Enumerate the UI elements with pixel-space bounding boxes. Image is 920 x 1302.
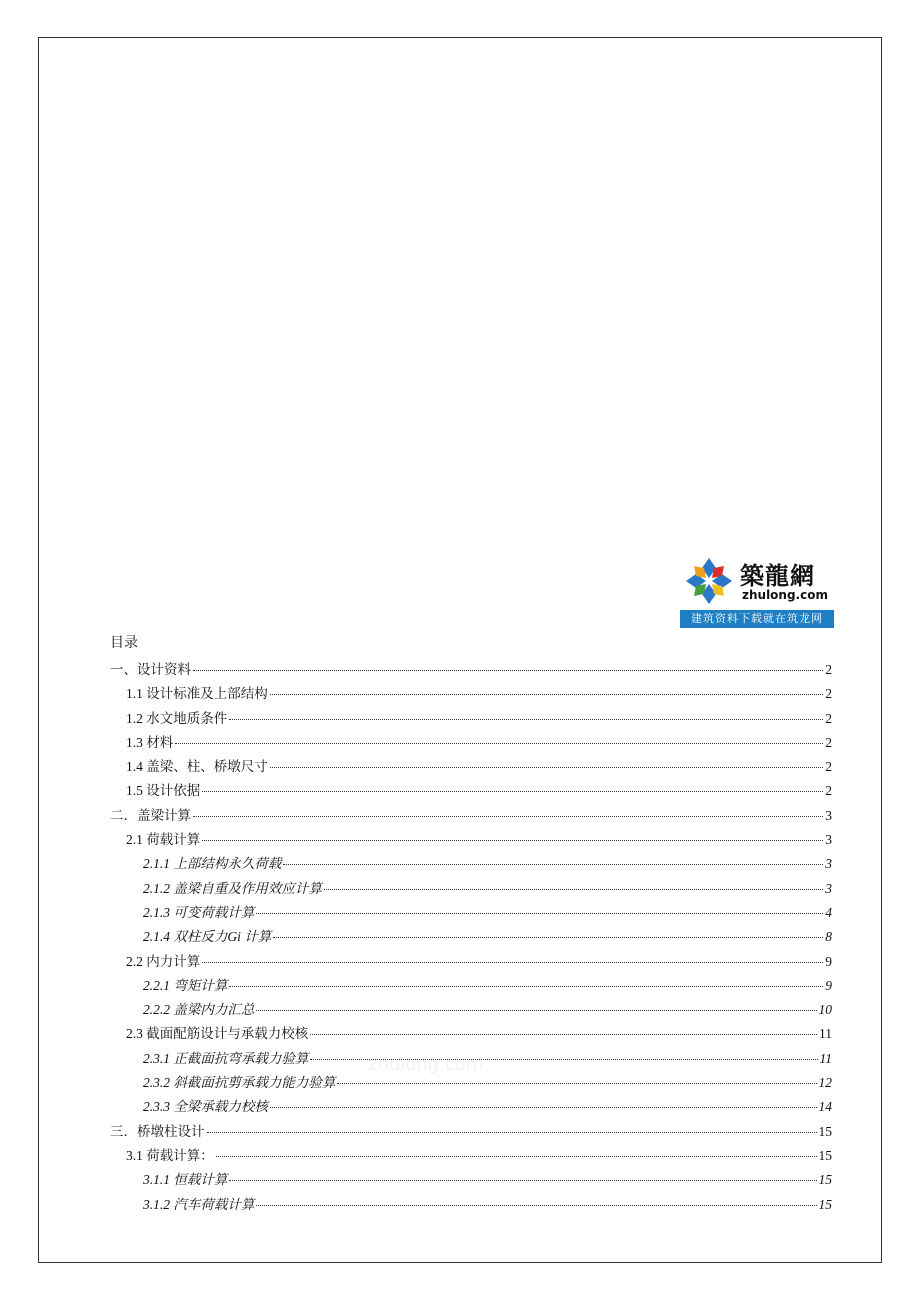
toc-entry-title: 3.1 荷载计算： [126,1147,214,1163]
toc-entry-page: 3 [825,832,832,848]
toc-leader-dots [273,937,823,938]
toc-leader-dots [193,670,823,671]
toc-entry[interactable] [110,658,832,682]
toc-entry-page: 15 [818,1123,832,1139]
logo-top [680,552,834,608]
toc-leader-dots [256,1205,816,1206]
toc-entry-page: 10 [818,1002,832,1018]
toc-leader-dots [310,1059,817,1060]
toc-entry[interactable] [110,950,832,974]
toc-entry[interactable] [110,852,832,876]
toc-entry-page: 11 [819,1026,832,1042]
toc-entry-title: 2.1.1 上部结构永久荷载 [143,856,282,872]
toc-leader-dots [193,816,823,817]
toc-entry-title: 1.1 设计标准及上部结构 [126,686,268,702]
toc-entry[interactable] [110,682,832,706]
toc-entry-page: 14 [818,1099,832,1115]
pinwheel-logo-icon [682,554,736,608]
toc-entry-page: 12 [818,1075,832,1091]
toc-entry-page: 15 [818,1172,832,1188]
toc-leader-dots [310,1034,817,1035]
toc-leader-dots [283,864,823,865]
toc-entry-title: 2.2.1 弯矩计算 [143,977,228,993]
toc-leader-dots [229,1180,816,1181]
toc-leader-dots [270,1107,817,1108]
toc-leader-dots [207,1132,817,1133]
toc-entry-title: 1.5 设计依据 [126,783,201,799]
toc-entry[interactable] [110,974,832,998]
logo-tagline: 建筑资料下载就在筑龙网 [680,610,834,628]
toc-leader-dots [202,791,823,792]
toc-leader-dots [270,767,824,768]
toc-entry-title: 1.4 盖梁、柱、桥墩尺寸 [126,759,268,775]
toc-entry-page: 2 [825,783,832,799]
toc-entry-title: 一、设计资料 [110,662,191,677]
toc-entry[interactable] [110,828,832,852]
toc-entry[interactable] [110,998,832,1022]
toc-entry-title: 2.1 荷载计算 [126,832,201,848]
toc-entry[interactable] [110,925,832,949]
toc-entry-title: 2.1.2 盖梁自重及作用效应计算 [143,880,322,896]
toc-entry-page: 2 [825,759,832,775]
toc-entry-title: 3.1.1 恒载计算 [143,1172,228,1188]
toc-entry[interactable] [110,731,832,755]
toc-entry-title: 2.3.1 正截面抗弯承载力验算 [143,1050,309,1066]
toc-entry[interactable] [110,1168,832,1192]
toc-entry-page: 2 [825,662,832,677]
toc-entry[interactable] [110,1095,832,1119]
toc-leader-dots [202,962,823,963]
toc-leader-dots [337,1083,816,1084]
toc-entry[interactable] [110,1047,832,1071]
toc-entry-page: 2 [825,710,832,726]
toc-entry[interactable] [110,1144,832,1168]
toc-title: 目录 [110,636,138,651]
table-of-contents [110,658,832,1217]
toc-entry-title: 2.1.3 可变荷载计算 [143,904,255,920]
toc-entry[interactable] [110,707,832,731]
toc-entry-page: 3 [825,856,832,872]
toc-entry-title: 2.3.3 全梁承载力校核 [143,1099,268,1115]
logo-chinese-name: 築龍網 [740,562,815,590]
toc-leader-dots [229,719,823,720]
toc-entry[interactable] [110,1120,832,1144]
toc-leader-dots [256,913,823,914]
toc-leader-dots [270,694,824,695]
toc-entry[interactable] [110,804,832,828]
toc-entry[interactable] [110,877,832,901]
toc-leader-dots [256,1010,816,1011]
toc-entry-title: 2.2 内力计算 [126,953,201,969]
zhulong-logo [680,552,834,628]
toc-entry-title: 2.3.2 斜截面抗剪承载力能力验算 [143,1075,336,1091]
toc-entry-title: 二．盖梁计算 [110,807,191,823]
toc-entry-page: 9 [825,953,832,969]
toc-entry-page: 2 [825,686,832,702]
toc-leader-dots [202,840,823,841]
toc-entry-page: 3 [825,880,832,896]
toc-leader-dots [216,1156,817,1157]
toc-entry-title: 三．桥墩柱设计 [110,1123,205,1139]
toc-leader-dots [324,889,823,890]
logo-domain: zhulong.com [742,588,828,602]
toc-entry[interactable] [110,779,832,803]
toc-entry[interactable] [110,901,832,925]
toc-entry-page: 8 [825,929,832,945]
toc-entry-page: 11 [819,1050,832,1066]
toc-entry-title: 3.1.2 汽车荷载计算 [143,1196,255,1212]
toc-leader-dots [229,986,823,987]
toc-leader-dots [175,743,823,744]
toc-entry[interactable] [110,1022,832,1046]
toc-entry-title: 2.1.4 双柱反力Gi 计算 [143,929,272,945]
toc-entry-page: 3 [825,807,832,823]
toc-entry-page: 2 [825,734,832,750]
toc-entry[interactable] [110,1193,832,1217]
toc-entry-page: 15 [818,1147,832,1163]
toc-entry[interactable] [110,755,832,779]
toc-entry-title: 2.2.2 盖梁内力汇总 [143,1002,255,1018]
toc-entry-page: 9 [825,977,832,993]
toc-entry[interactable] [110,1071,832,1095]
watermark: zhulong.com [368,1054,484,1075]
toc-entry-title: 2.3 截面配筋设计与承载力校核 [126,1026,309,1042]
toc-entry-page: 15 [818,1196,832,1212]
toc-entry-page: 4 [825,904,832,920]
toc-entry-title: 1.3 材料 [126,734,174,750]
toc-entry-title: 1.2 水文地质条件 [126,710,228,726]
